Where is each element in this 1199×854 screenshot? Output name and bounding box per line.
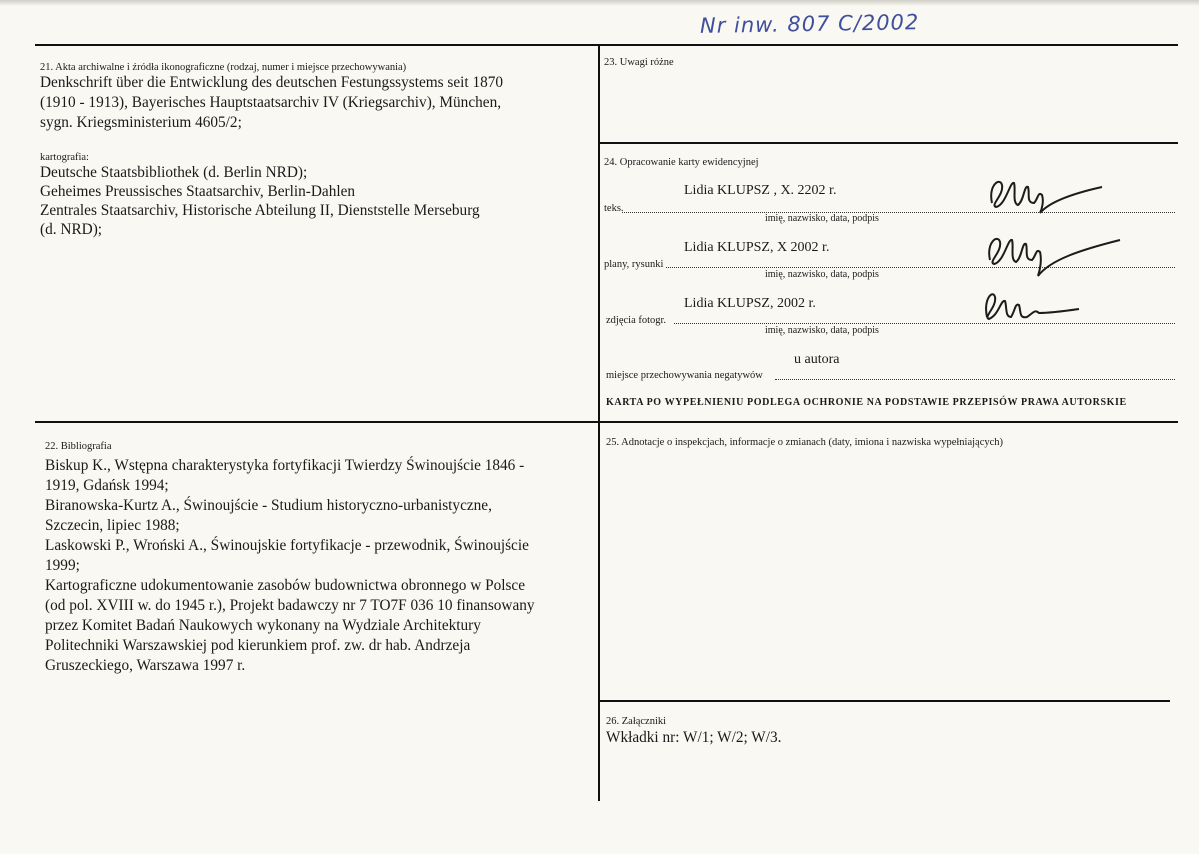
bibliography-line: Gruszeckiego, Warszawa 1997 r.	[45, 657, 246, 674]
signature-text	[980, 175, 1110, 215]
cartography-line: Deutsche Staatsbibliothek (d. Berlin NRD);	[40, 164, 308, 181]
text-field-caption: imię, nazwisko, data, podpis	[765, 213, 879, 224]
photos-field-caption: imię, nazwisko, data, podpis	[765, 325, 879, 336]
copyright-notice: KARTA PO WYPEŁNIENIU PODLEGA OCHRONIE NA PODSTAWIE PRZEPISÓW PRAWA AUTORSKIE	[606, 397, 1127, 408]
bibliography-line: Politechniki Warszawskiej pod kierunkiem prof. zw. dr hab. Andrzeja	[45, 637, 471, 654]
plans-field-caption: imię, nazwisko, data, podpis	[765, 269, 879, 280]
vertical-divider	[598, 44, 600, 801]
section-22-heading: 22. Bibliografia	[45, 441, 112, 452]
photos-author-entry: Lidia KLUPSZ, 2002 r.	[684, 296, 816, 311]
bibliography-line: (od pol. XVIII w. do 1945 r.), Projekt badawczy nr 7 TO7F 036 10 finansowany	[45, 597, 535, 614]
section-21-heading: 21. Akta archiwalne i źródła ikonograficzne (rodzaj, numer i miejsce przechowywania)	[40, 62, 407, 73]
bibliography-line: przez Komitet Badań Naukowych wykonany na Wydziale Architektury	[45, 617, 481, 634]
negatives-location-value: u autora	[794, 352, 840, 367]
archival-line: (1910 - 1913), Bayerisches Hauptstaatsarchiv IV (Kriegsarchiv), München,	[40, 94, 502, 111]
bibliography-line: Biranowska-Kurtz A., Świnoujście - Studium historyczno-urbanistyczne,	[45, 497, 492, 514]
cartography-line: (d. NRD);	[40, 221, 103, 238]
negatives-location-label: miejsce przechowywania negatywów	[606, 370, 763, 381]
photos-label: zdjęcia fotogr.	[606, 315, 667, 326]
bibliography-line: 1999;	[45, 557, 80, 574]
negatives-fill-line	[775, 379, 1175, 380]
text-author-entry: Lidia KLUPSZ , X. 2202 r.	[684, 183, 837, 198]
plans-author-entry: Lidia KLUPSZ, X 2002 r.	[684, 240, 830, 255]
archival-line: sygn. Kriegsministerium 4605/2;	[40, 114, 242, 131]
inventory-number-handwritten: Nr inw. 807 C/2002	[699, 10, 920, 38]
middle-horizontal-rule	[35, 421, 1178, 423]
archival-line: Denkschrift über die Entwicklung des deutschen Festungssystems seit 1870	[40, 74, 504, 91]
photos-fill-line	[674, 323, 1175, 324]
top-horizontal-rule	[35, 44, 1178, 46]
right-section-rule-25-26	[598, 700, 1170, 702]
bibliography-line: Laskowski P., Wroński A., Świnoujskie fortyfikacje - przewodnik, Świnoujście	[45, 537, 529, 554]
signature-plans	[980, 230, 1130, 280]
section-25-heading: 25. Adnotacje o inspekcjach, informacje o zmianach (daty, imiona i nazwiska wypełniających)	[606, 437, 1004, 448]
cartography-line: Zentrales Staatsarchiv, Historische Abteilung II, Dienststelle Merseburg	[40, 202, 480, 219]
section-26-heading: 26. Załączniki	[606, 716, 667, 727]
bibliography-line: Szczecin, lipiec 1988;	[45, 517, 180, 534]
right-section-rule-23-24	[598, 142, 1178, 144]
cartography-label: kartografia:	[40, 152, 89, 163]
page-top-edge	[0, 0, 1199, 6]
bibliography-line: Biskup K., Wstępna charakterystyka fortyfikacji Twierdzy Świnoujście 1846 -	[45, 457, 525, 474]
cartography-line: Geheimes Preussisches Staatsarchiv, Berlin-Dahlen	[40, 183, 356, 200]
bibliography-line: Kartograficzne udokumentowanie zasobów budownictwa obronnego w Polsce	[45, 577, 526, 594]
attachments-value: Wkładki nr: W/1; W/2; W/3.	[606, 729, 782, 746]
bibliography-line: 1919, Gdańsk 1994;	[45, 477, 169, 494]
plans-label: plany, rysunki	[604, 259, 664, 270]
signature-photos	[975, 283, 1085, 328]
text-label: teks.	[604, 203, 624, 214]
section-23-heading: 23. Uwagi różne	[604, 57, 674, 68]
section-24-heading: 24. Opracowanie karty ewidencyjnej	[604, 157, 759, 168]
